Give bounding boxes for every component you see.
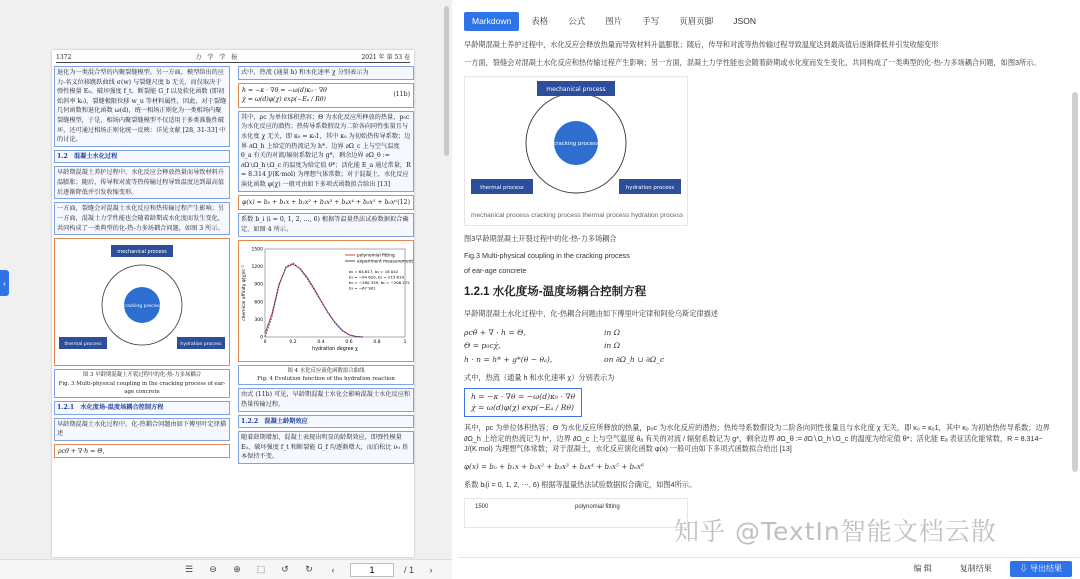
text-block[interactable]: 其中，ρc 为单位体积热容；Θ 为水化反应所释放的热量，p₀c 为水化反应的潜热；热传导系数假设为二阶各向同性张量且与水化度 χ 无关，即 κ₀ = κ₀1，其中 κ₀ 为初始热传导系数；边界 ∂Ω_h 上给定的热流记为 h*，边界 ∂Ω_c 上与空气温度 θ_a 有关的对流/辐射系数记为 g*，剩余边界 ∂Ω_θ := ∂Ω∖Ω_h∖Ω_c 的温度为给定值 θ*；活化能 E_a 通过常量，R = 8.314 J/(K·mol) 为理想气体常数；对于混凝土，水化反应演化函数 φ(χ) 一般可由如下多项式函数拟合给出 [13] <box>238 111 414 192</box>
text-block[interactable]: 早龄期混凝土养护过程中，水化反应会释放热量而导致材料升温膨胀；随后，传导和对流等热传输过程导致温度达到最高值后逐渐降低并引发收缩变形。 <box>54 166 230 199</box>
x-tick-label: 0.4 <box>317 339 325 345</box>
diagram-top-label: mechanical process <box>117 249 167 256</box>
page-column-right <box>238 66 414 467</box>
paragraph: 早龄期混凝土养护过程中，水化反应会释放热量而导致材料升温膨胀；随后，传导和对流等热传输过程导致温度达到最高值后逐渐降低并引发收缩变形 <box>464 40 939 49</box>
pdf-toolbar <box>0 559 452 579</box>
equation-box[interactable]: ρcθ̇ + ∇·h = Θ, <box>54 444 230 458</box>
pdf-page <box>52 50 414 557</box>
paragraph: 早龄期混凝土水化过程中，化-热耦合问题由如下傅里叶定律和阿伦乌斯定律描述 <box>464 309 718 319</box>
selected-equation[interactable] <box>464 388 582 417</box>
equation-11b[interactable] <box>238 83 414 108</box>
legend-label: experiment measurement <box>357 259 413 265</box>
math-domain: in Ω <box>604 328 621 338</box>
y-tick-label: 600 <box>254 299 263 305</box>
y-tick-label: 0 <box>260 335 263 341</box>
x-tick-label: 1 <box>403 339 407 345</box>
rotate-left-icon[interactable]: ↺ <box>281 564 289 574</box>
x-tick-label: 0.6 <box>345 339 353 345</box>
figure-3-caption-cn: 图 3 早龄期混凝土开裂过程中的化-热-力多场耦合 <box>82 372 202 379</box>
diagram-bottom-right-label: hydration process <box>180 342 222 348</box>
y-tick-label: 1500 <box>251 247 263 253</box>
page-number: 1372 <box>56 53 72 61</box>
diagram-bottom-left-label: thermal process <box>480 184 524 191</box>
result-scrollbar[interactable] <box>1072 92 1078 472</box>
equation-line: h = −κ · ∇θ = −ω(d)κ₀ · ∇θ <box>242 86 327 94</box>
zoom-in-icon[interactable]: ⊕ <box>233 564 241 574</box>
diagram-top-label: mechanical process <box>546 85 606 93</box>
x-tick-label: 0 <box>263 339 267 345</box>
figure-3-caption[interactable] <box>54 369 230 398</box>
math-domain: on ∂Ω_h ∪ ∂Ω_c <box>604 354 665 364</box>
equation-label: (12) <box>397 198 410 206</box>
x-tick-label: 0.8 <box>373 339 381 345</box>
equation-line: χ̇ = ω(d)φ(χ) exp(−Eₐ / Rθ) <box>242 96 326 104</box>
edit-button[interactable]: 编 辑 <box>913 563 932 573</box>
coefficient-annotation: b₀ = 64.617, b₄ = 18 042 <box>349 268 399 274</box>
export-label: 导出结果 <box>1030 563 1062 573</box>
zoom-out-icon[interactable]: ⊖ <box>209 564 217 574</box>
extracted-figure[interactable] <box>464 76 688 226</box>
math-domain: in Ω <box>604 341 621 351</box>
pdf-scrollbar[interactable] <box>444 6 449 156</box>
hydration-chart <box>239 241 413 361</box>
rotate-right-icon[interactable]: ↻ <box>305 564 313 574</box>
figure-caption-en: Fig.3 Multi-physical coupling in the cracking process <box>464 251 630 261</box>
download-icon: ⇩ <box>1019 563 1030 573</box>
coefficient-annotation: b₁ = −94 620, b₅ = 215 819 <box>349 274 404 280</box>
paragraph: 式中，热流（通量 h 和水化速率 χ）分别表示为 <box>464 373 615 383</box>
section-heading[interactable]: 1.2.2 混凝土龄期效应 <box>238 415 414 429</box>
figure-alt-text: mechanical process cracking process thermal process hydration process <box>471 211 684 219</box>
prev-page-icon[interactable]: ‹ <box>331 564 335 575</box>
figure-caption-cn: 图3早龄期混凝土开裂过程中的化-热-力多场耦合 <box>464 233 617 243</box>
pdf-viewer-pane <box>0 0 452 579</box>
settings-sliders-icon[interactable]: ☰ <box>184 564 194 574</box>
figure-caption-en: of ear-age concrete <box>464 266 527 276</box>
page-total: / 1 <box>403 564 414 575</box>
coupling-diagram <box>55 239 229 365</box>
section-heading: 1.2.1 水化度场-温度场耦合控制方程 <box>464 285 647 298</box>
section-heading[interactable]: 1.2.1 水化度场-温度场耦合控制方程 <box>54 401 230 415</box>
text-block[interactable]: 早龄期混凝土水化过程中，化-热耦合问题由如下傅里叶定律描述 <box>54 418 230 441</box>
equation-line: χ̇ = ω(d)φ(χ) exp(−Eₐ / Rθ) <box>471 403 575 413</box>
tab-handwriting[interactable]: 手写 <box>642 16 660 26</box>
equation-line: φ(x) = b₀ + b₁x + b₂x² + b₃x³ + b₄x⁴ + b₅x⁵ + b₆x⁶ <box>242 198 397 206</box>
section-heading[interactable]: 1.2 混凝土水化过程 <box>54 150 230 164</box>
figure-3-caption-en: Fig. 3 Multi-physical coupling in the cracking process of ear-age concrete <box>58 380 226 395</box>
page-number-input[interactable] <box>350 563 394 577</box>
equation-label: (11b) <box>393 91 410 99</box>
coefficient-annotation: b₂ = −280 339, b₆ = −208 172 <box>349 279 410 285</box>
chevron-left-icon: ‹ <box>3 278 6 288</box>
copy-result-button[interactable]: 复制结果 <box>959 563 992 573</box>
paragraph: 其中，ρc 为单位体积热容；Θ 为水化反应所释放的热量，p₀c 为水化反应的潜热；热传导系数假设为二阶各向同性张量且与水化度 χ 无关，即 κ₀ = κ₀1，其中 κ₀ 为初始热传导系数；边界 ∂Ω_h 上给定的热流记为 h*，边界 ∂Ω_c 上与空气温度 θₐ 有关的对流 / 辐射系数记为 g*，剩余边界 ∂Ω_θ := ∂Ω∖Ω_h∖Ω_c 的温度为给定值 θ*；活化能 Eₐ 表征活化能常数，R = 8.314~ J/(K mol) 为理想气体常数；对于混凝土，水化反应演化函数 φ(x) 一般可由如下多项式函数拟合给出 [13] <box>464 422 1050 454</box>
equation-12[interactable] <box>238 195 414 211</box>
collapse-panel-button[interactable] <box>0 270 9 296</box>
chart-snippet[interactable] <box>464 498 688 528</box>
y-tick-label: 1200 <box>251 264 263 270</box>
y-tick-label: 300 <box>254 317 263 323</box>
diagram-bottom-right-label: hydration process <box>625 184 675 191</box>
paragraph: 系数 bᵢ(i = 0, 1, 2, ⋯, 6) 根据等温量热法试验数据拟合确定，如图4所示。 <box>464 479 697 489</box>
text-block[interactable]: 由式 (11b) 可见，早龄期混凝土水化会影响混凝土水化反应和热量传输过程。 <box>238 388 414 411</box>
x-axis-label: hydration degree χ <box>312 346 358 352</box>
math-term: h · n = h* + g*(θ − θₐ), <box>464 354 553 364</box>
page-column-left <box>54 66 230 461</box>
watermark-text: 知乎 @TextIn智能文档云散 <box>674 517 997 546</box>
y-axis-label: chemical affinity φ(χ)/s⁻¹ <box>242 264 247 321</box>
figure-4-caption[interactable] <box>238 365 414 386</box>
figure-4-chart[interactable] <box>238 240 414 362</box>
paragraph: 一方面，裂缝会对混凝土水化反应和热传输过程产生影响；另一方面，混凝土力学性能也会随着龄期或水化度而发生变化，共同构成了一类典型的化-热-力多场耦合问题，如图3所示。 <box>464 57 1041 67</box>
math-term: Θ = p₀cχ̇, <box>464 341 501 351</box>
export-result-button[interactable] <box>1010 561 1072 577</box>
equation-system <box>464 327 1056 365</box>
tab-table[interactable]: 表格 <box>531 16 549 26</box>
diagram-center-label: cracking process <box>553 140 599 147</box>
figure-4-caption-cn: 图 4 水化反应演化函数拟合曲线 <box>287 367 365 374</box>
tab-header-footer[interactable]: 页眉页脚 <box>679 16 714 26</box>
chart-legend-label: polynomial fitting <box>575 503 620 510</box>
tab-formula[interactable]: 公式 <box>568 16 586 26</box>
diagram-bottom-left-label: thermal process <box>64 342 102 348</box>
x-tick-label: 0.2 <box>289 339 297 345</box>
journal-issue: 2021 年 第 53 卷 <box>361 53 410 61</box>
text-block[interactable]: 式中，热流 (通量 h) 和水化速率 χ 分别表示为 <box>238 66 414 80</box>
text-block[interactable]: 一方面，裂缝会对混凝土水化反应和热传输过程产生影响；另一方面，混凝土力学性能也会随着龄期或水化度而发生变化，共同构成了一类典型的化-热-力多场耦合问题，如图 3 所示。 <box>54 202 230 235</box>
result-pane <box>458 0 1080 579</box>
y-tick-label: 900 <box>254 282 263 288</box>
tab-markdown[interactable]: Markdown <box>464 12 519 31</box>
page-header <box>56 53 410 63</box>
next-page-icon[interactable]: › <box>429 564 433 575</box>
figure-4-caption-en: Fig. 4 Evolution function of the hydration reaction <box>257 375 395 382</box>
legend-label: polynomial fitting <box>357 253 395 259</box>
text-block[interactable]: 退化为一类混合型的内聚裂缝模型。另一方面，模型给出的应力-名义位移跳跃曲线 σ(w) 与裂缝尺度 b 无关，而仅取决于弹性模量 E₀、破坏强度 f_t、断裂能 G_f 以及软化函数 (即初始斜率 k₀)，裂缝极限位移 w_u 等材料属性，因此，对于裂缝几何函数和退化函数 ω(d)，统一相场正则化为一类相场内聚裂缝模型，于是，相场内聚裂缝模型不仅适用于多类准脆性破坏，还可通过相场正则化统一反映：详见文献 [28, 31-33] 中的讨论。 <box>54 66 230 147</box>
markdown-content <box>464 40 1056 555</box>
math-term: ρcθ̇ + ∇ · h = Θ, <box>464 328 526 338</box>
result-tabs <box>464 12 764 32</box>
coefficient-annotation: b₃ = −67 901 <box>349 285 376 291</box>
tab-json[interactable]: JSON <box>733 16 756 26</box>
fit-page-icon[interactable]: ⬚ <box>256 564 266 574</box>
equation-line: h = −κ · ∇θ = −ω(d)κ₀ · ∇θ <box>471 392 576 401</box>
coupling-diagram-copy <box>465 77 687 207</box>
chart-tick-label: 1500 <box>475 503 489 510</box>
figure-3-diagram[interactable] <box>54 238 230 366</box>
result-footer <box>458 557 1080 579</box>
tab-image[interactable]: 图片 <box>605 16 623 26</box>
text-block[interactable]: 随着龄期增加，混凝土表现出明显的龄期效应，即弹性模量 E₀、破坏强度 f_t 和断裂能 G_f 均逐渐增大，而泊松比 ν₀ 基本保持不变。 <box>238 431 414 464</box>
journal-name: 力 学 学 报 <box>195 53 238 61</box>
diagram-center-label: cracking process <box>122 304 162 310</box>
text-block[interactable]: 系数 b_i (i = 0, 1, 2, …, 6) 根据等温量热法试验数据拟合确定，如图 4 所示。 <box>238 213 414 236</box>
polynomial-equation: φ(x) = b₀ + b₁x + b₂x² + b₃x³ + b₄x⁴ + b₅x⁵ + b₆x⁶ <box>464 462 644 472</box>
